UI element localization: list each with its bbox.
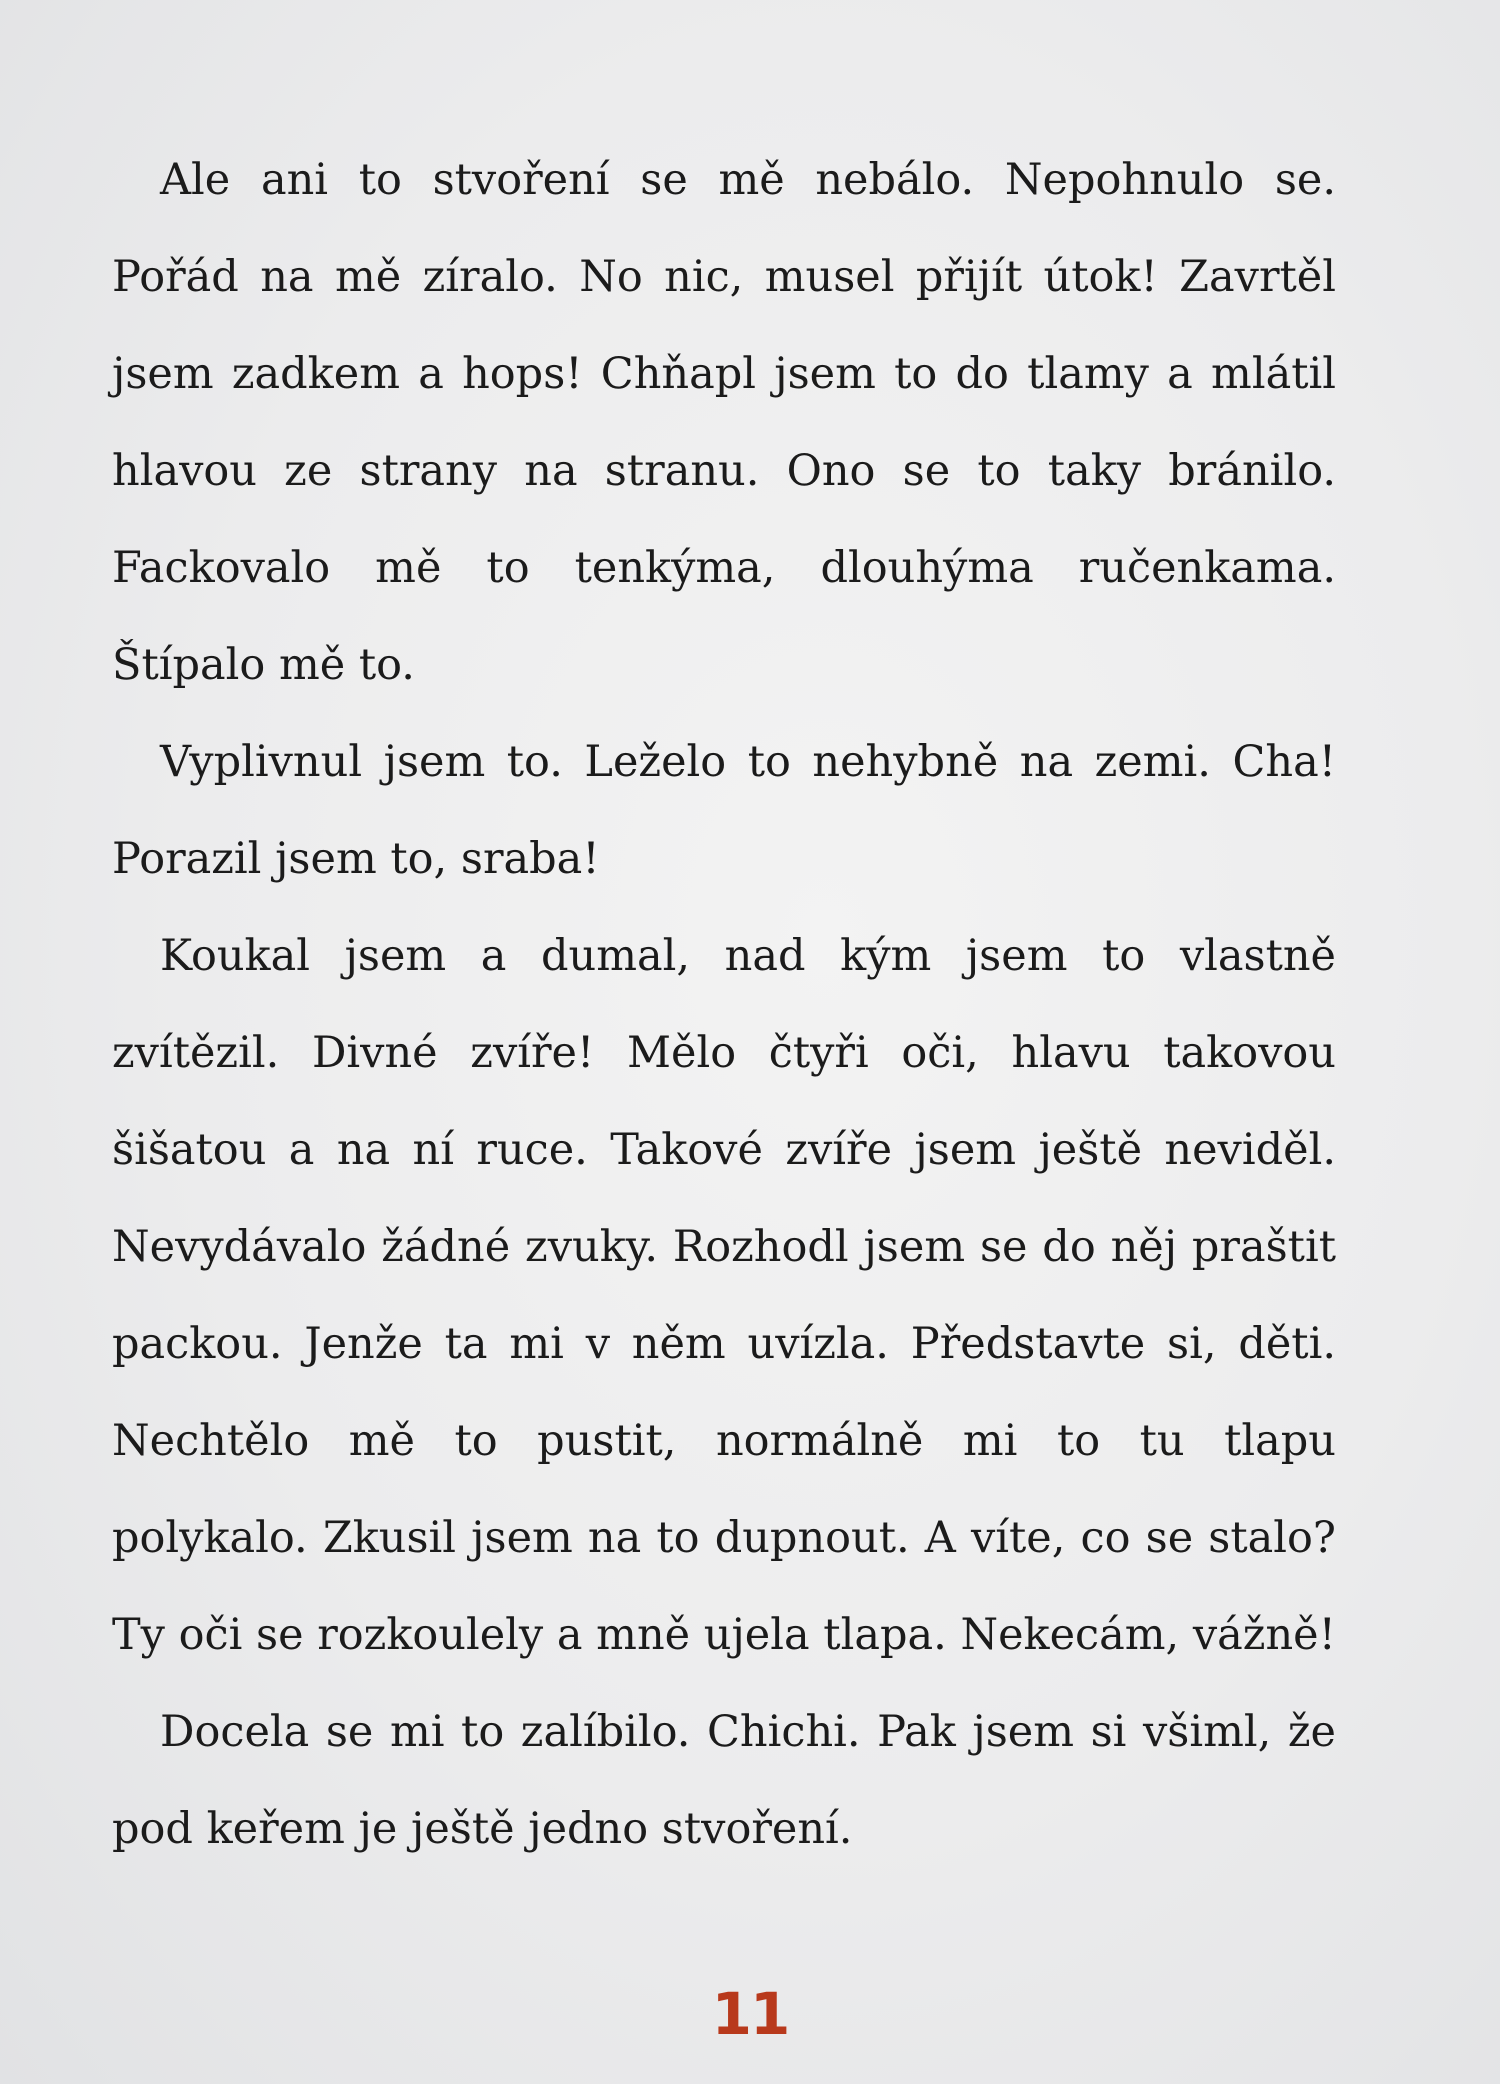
paragraph: Ale ani to stvoření se mě nebálo. Nepohnulo se. Pořád na mě zíralo. No nic, musel přijít útok! Zavrtěl jsem zadkem a hops! Chňapl jsem to do tlamy a mlátil hlavou ze strany na stranu. Ono se to taky bránilo. Fackovalo mě to tenkýma, dlouhýma ručenkama. Štípalo mě to. (112, 155, 1336, 690)
paragraph: Docela se mi to zalíbilo. Chichi. Pak jsem si všiml, že pod keřem je ještě jedno stvoření. (112, 1707, 1336, 1854)
paragraph: Koukal jsem a dumal, nad kým jsem to vlastně zvítězil. Divné zvíře! Mělo čtyři oči, hlavu takovou šišatou a na ní ruce. Takové zvíře jsem ještě neviděl. Nevydávalo žádné zvuky. Rozhodl jsem se do něj praštit packou. Jenže ta mi v něm uvízla. Představte si, děti. Nechtělo mě to pustit, normálně mi to tu tlapu polykalo. Zkusil jsem na to dupnout. A víte, co se stalo? Ty oči se rozkoulely a mně ujela tlapa. Nekecám, vážně! (112, 931, 1336, 1660)
paragraph: Vyplivnul jsem to. Leželo to nehybně na zemi. Cha! Porazil jsem to, sraba! (112, 737, 1336, 884)
body-text (112, 132, 1336, 1878)
page-number: 11 (711, 1980, 789, 2048)
